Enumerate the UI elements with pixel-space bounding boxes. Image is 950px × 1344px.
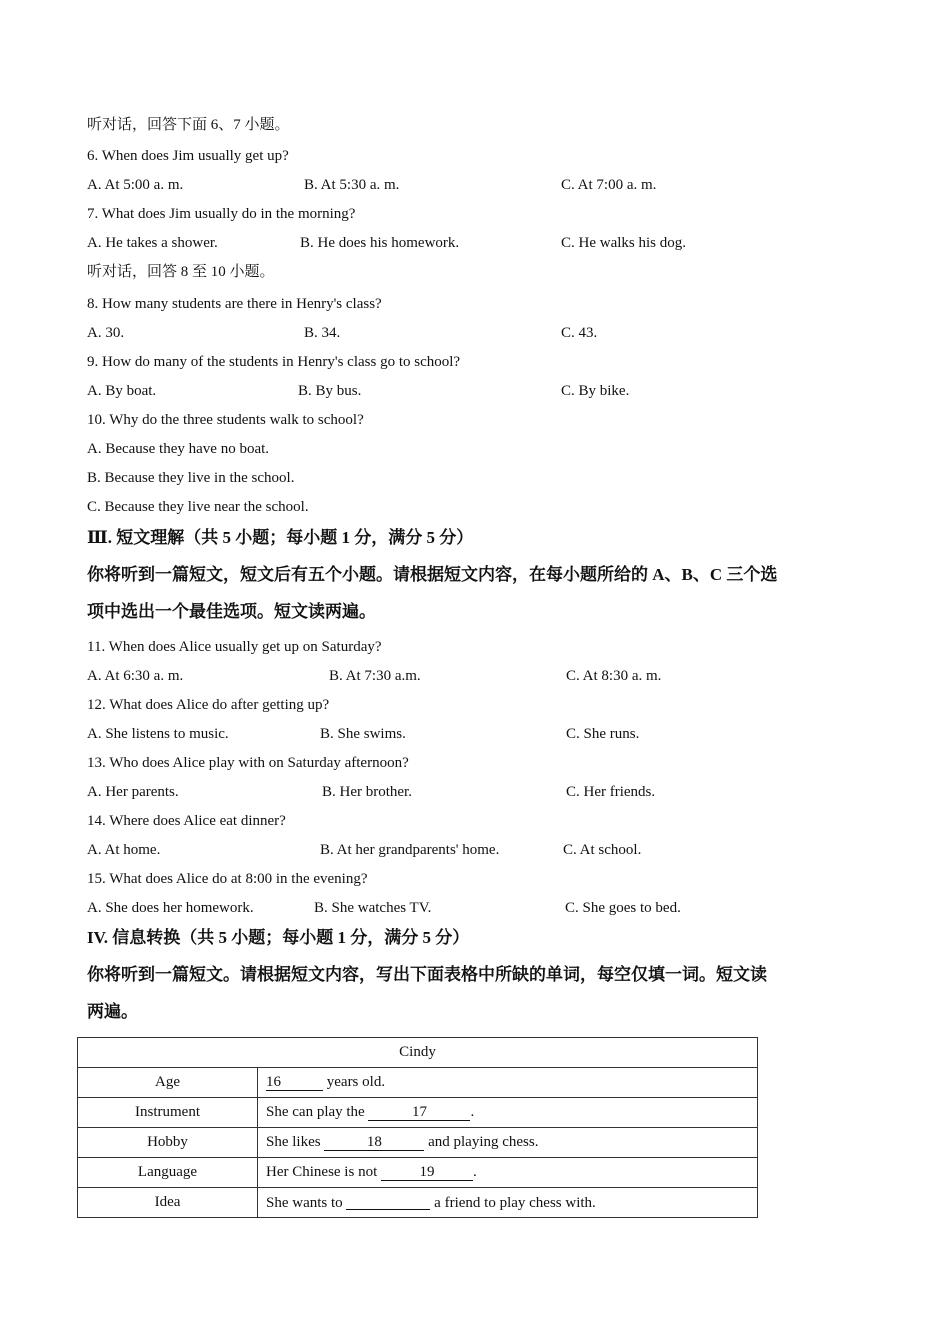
q14-option-b: B. At her grandparents' home.	[320, 842, 500, 858]
q12-option-c: C. She runs.	[566, 726, 640, 742]
section-instruction: 听对话，回答 8 至 10 小题。	[87, 264, 275, 280]
row-label: Instrument	[78, 1098, 258, 1128]
q7-option-c: C. He walks his dog.	[561, 235, 686, 251]
q7-option-b: B. He does his homework.	[300, 235, 460, 251]
question-12: 12. What does Alice do after getting up?	[87, 697, 330, 713]
q10-option-a: A. Because they have no boat.	[87, 441, 270, 457]
q10-option-b: B. Because they live in the school.	[87, 470, 295, 486]
row-value	[258, 1068, 758, 1098]
q14-option-c: C. At school.	[563, 842, 642, 858]
q13-option-a: A. Her parents.	[87, 784, 179, 800]
q6-option-b: B. At 5:30 a. m.	[304, 177, 400, 193]
q15-option-a: A. She does her homework.	[87, 900, 254, 916]
q11-option-c: C. At 8:30 a. m.	[566, 668, 662, 684]
row-value	[258, 1188, 758, 1218]
part-4-heading: IV. 信息转换（共 5 小题；每小题 1 分，满分 5 分）	[87, 928, 470, 947]
q10-option-c: C. Because they live near the school.	[87, 499, 309, 515]
q8-option-c: C. 43.	[561, 325, 598, 341]
table-title: Cindy	[78, 1038, 758, 1068]
q13-option-b: B. Her brother.	[322, 784, 412, 800]
table-row	[78, 1188, 758, 1218]
section-instruction: 听对话，回答下面 6、7 小题。	[87, 117, 290, 133]
row-text-before: Her Chinese is not	[266, 1164, 381, 1180]
row-text-before: She likes	[266, 1134, 325, 1150]
answer-blank: 19	[381, 1164, 473, 1181]
row-text-after: and playing chess.	[424, 1134, 539, 1150]
row-text-after: years old.	[323, 1074, 386, 1090]
row-text-after: .	[470, 1104, 475, 1120]
q12-option-b: B. She swims.	[320, 726, 406, 742]
question-15: 15. What does Alice do at 8:00 in the evening?	[87, 871, 368, 887]
q6-option-a: A. At 5:00 a. m.	[87, 177, 184, 193]
table-row	[78, 1128, 758, 1158]
part-4-instruction-cont: 两遍。	[87, 1002, 138, 1021]
q15-option-b: B. She watches TV.	[314, 900, 432, 916]
q9-option-b: B. By bus.	[298, 383, 362, 399]
q8-option-a: A. 30.	[87, 325, 125, 341]
q7-option-a: A. He takes a shower.	[87, 235, 218, 251]
q9-option-c: C. By bike.	[561, 383, 630, 399]
row-text-before: She wants to	[266, 1195, 347, 1211]
q15-option-c: C. She goes to bed.	[565, 900, 681, 916]
part-3-heading: Ⅲ. 短文理解（共 5 小题；每小题 1 分，满分 5 分）	[87, 528, 474, 547]
table-row	[78, 1158, 758, 1188]
q9-option-a: A. By boat.	[87, 383, 157, 399]
q14-option-a: A. At home.	[87, 842, 161, 858]
row-value	[258, 1098, 758, 1128]
row-text-after: a friend to play chess with.	[430, 1195, 596, 1211]
row-label: Hobby	[78, 1128, 258, 1158]
part-3-instruction: 你将听到一篇短文，短文后有五个小题。请根据短文内容，在每小题所给的 A、B、C 三个选	[87, 565, 778, 584]
row-value	[258, 1158, 758, 1188]
answer-blank: 17	[368, 1104, 470, 1121]
table-row	[78, 1068, 758, 1098]
answer-blank: 16	[266, 1074, 323, 1091]
question-8: 8. How many students are there in Henry's class?	[87, 296, 382, 312]
table-title-row	[78, 1038, 758, 1068]
part-3-instruction-cont: 项中选出一个最佳选项。短文读两遍。	[87, 602, 376, 621]
question-10: 10. Why do the three students walk to school?	[87, 412, 364, 428]
question-13: 13. Who does Alice play with on Saturday afternoon?	[87, 755, 409, 771]
q12-option-a: A. She listens to music.	[87, 726, 229, 742]
row-value	[258, 1128, 758, 1158]
question-11: 11. When does Alice usually get up on Saturday?	[87, 639, 382, 655]
row-text-after: .	[472, 1164, 477, 1180]
q8-option-b: B. 34.	[304, 325, 341, 341]
row-label: Idea	[78, 1188, 258, 1218]
q13-option-c: C. Her friends.	[566, 784, 656, 800]
answer-blank	[346, 1193, 430, 1210]
question-14: 14. Where does Alice eat dinner?	[87, 813, 286, 829]
question-6: 6. When does Jim usually get up?	[87, 148, 289, 164]
q11-option-a: A. At 6:30 a. m.	[87, 668, 184, 684]
part-4-instruction: 你将听到一篇短文。请根据短文内容，写出下面表格中所缺的单词，每空仅填一词。短文读	[87, 965, 767, 984]
row-text-before: She can play the	[266, 1104, 369, 1120]
row-label: Age	[78, 1068, 258, 1098]
q11-option-b: B. At 7:30 a.m.	[329, 668, 421, 684]
question-7: 7. What does Jim usually do in the morning?	[87, 206, 356, 222]
row-label: Language	[78, 1158, 258, 1188]
question-9: 9. How do many of the students in Henry's class go to school?	[87, 354, 461, 370]
table-row	[78, 1098, 758, 1128]
q6-option-c: C. At 7:00 a. m.	[561, 177, 657, 193]
info-table	[77, 1037, 758, 1218]
answer-blank: 18	[324, 1134, 424, 1151]
